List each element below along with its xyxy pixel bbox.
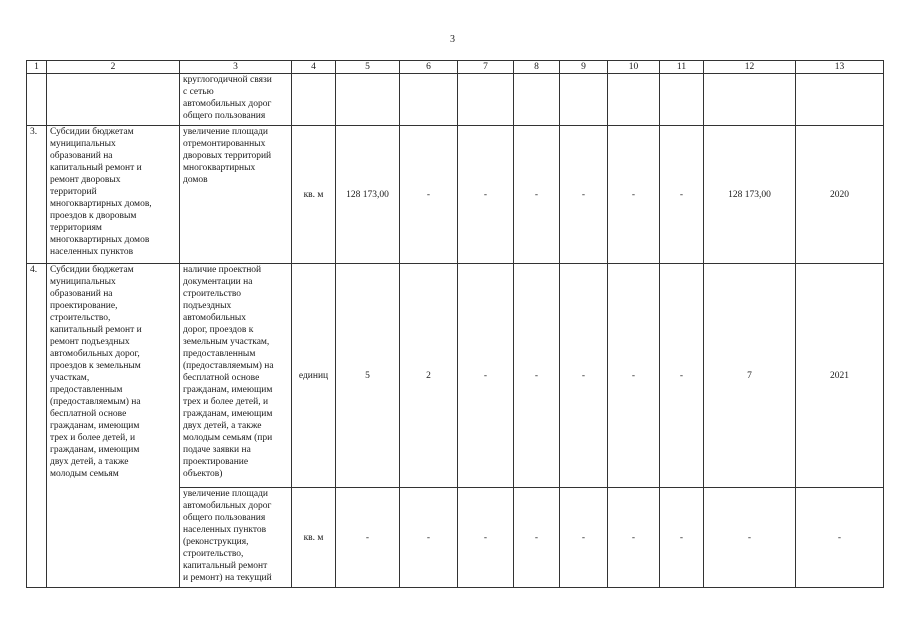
table-cell [608, 74, 660, 126]
value-cell: - [400, 488, 458, 588]
column-header: 11 [660, 61, 704, 74]
value-cell: - [336, 488, 400, 588]
value-cell: - [560, 488, 608, 588]
table-row-continuation [27, 74, 884, 126]
indicator-cell: увеличение площади отремонтированных дворовых территорий многоквартирных домов [180, 126, 292, 264]
table-cell [458, 74, 514, 126]
indicator-cell: наличие проектной документации на строительство подъездных автомобильных дорог, проездов к земельным участкам, предоставленным (предоставляемым) на бесплатной основе гражданам, имеющим трех и более детей, и гражданам, имеющим двух детей, а также молодым семьям (при подаче заявки на проектирование объектов) [180, 264, 292, 488]
value-cell: 128 173,00 [336, 126, 400, 264]
column-header: 4 [292, 61, 336, 74]
table-cell [704, 74, 796, 126]
column-header: 6 [400, 61, 458, 74]
value-cell: - [458, 488, 514, 588]
row-number: 3. [27, 126, 47, 264]
column-header: 7 [458, 61, 514, 74]
value-cell: - [704, 488, 796, 588]
page-number: 3 [450, 34, 455, 45]
value-cell: - [660, 488, 704, 588]
value-cell: - [560, 126, 608, 264]
column-header: 3 [180, 61, 292, 74]
table-cell [47, 74, 180, 126]
value-cell: - [660, 264, 704, 488]
indicator-cell: увеличение площади автомобильных дорог общего пользования населенных пунктов (реконструкция, строительство, капитальный ремонт и ремонт) на текущий [180, 488, 292, 588]
value-cell: 2 [400, 264, 458, 488]
year-cell: 2020 [796, 126, 884, 264]
value-cell: 128 173,00 [704, 126, 796, 264]
year-cell: - [796, 488, 884, 588]
column-header: 10 [608, 61, 660, 74]
table-cell [27, 74, 47, 126]
value-cell: - [514, 264, 560, 488]
unit-cell: кв. м [292, 126, 336, 264]
value-cell: - [608, 488, 660, 588]
value-cell: - [514, 488, 560, 588]
column-header: 5 [336, 61, 400, 74]
value-cell: - [608, 264, 660, 488]
value-cell: - [458, 264, 514, 488]
table-row-4 [27, 264, 884, 488]
value-cell: 7 [704, 264, 796, 488]
table-cell [796, 74, 884, 126]
column-header: 2 [47, 61, 180, 74]
value-cell: - [660, 126, 704, 264]
value-cell: - [514, 126, 560, 264]
value-cell: 5 [336, 264, 400, 488]
column-header: 9 [560, 61, 608, 74]
table-cell [336, 74, 400, 126]
column-header: 12 [704, 61, 796, 74]
table-cell [514, 74, 560, 126]
value-cell: - [458, 126, 514, 264]
row-number: 4. [27, 264, 47, 588]
value-cell: - [560, 264, 608, 488]
table-row-3 [27, 126, 884, 264]
year-cell: 2021 [796, 264, 884, 488]
column-header: 13 [796, 61, 884, 74]
indicators-table [26, 60, 884, 588]
unit-cell: единиц [292, 264, 336, 488]
column-header: 8 [514, 61, 560, 74]
value-cell: - [400, 126, 458, 264]
value-cell: - [608, 126, 660, 264]
table-cell [400, 74, 458, 126]
table-cell [292, 74, 336, 126]
table-cell [560, 74, 608, 126]
table-cell [660, 74, 704, 126]
unit-cell: кв. м [292, 488, 336, 588]
indicator-cell: круглогодичной связи с сетью автомобильных дорог общего пользования [180, 74, 292, 126]
column-header: 1 [27, 61, 47, 74]
measure-name: Субсидии бюджетам муниципальных образований на капитальный ремонт и ремонт дворовых территорий многоквартирных домов, проездов к дворовым территориям многоквартирных домов населенных пунктов [47, 126, 180, 264]
measure-name: Субсидии бюджетам муниципальных образований на проектирование, строительство, капитальный ремонт и ремонт подъездных автомобильных дорог, проездов к земельным участкам, предоставленным (предоставляемым) на бесплатной основе гражданам, имеющим трех и более детей, и гражданам, имеющим двух детей, а также молодым семьям [47, 264, 180, 588]
column-number-row [27, 61, 884, 74]
